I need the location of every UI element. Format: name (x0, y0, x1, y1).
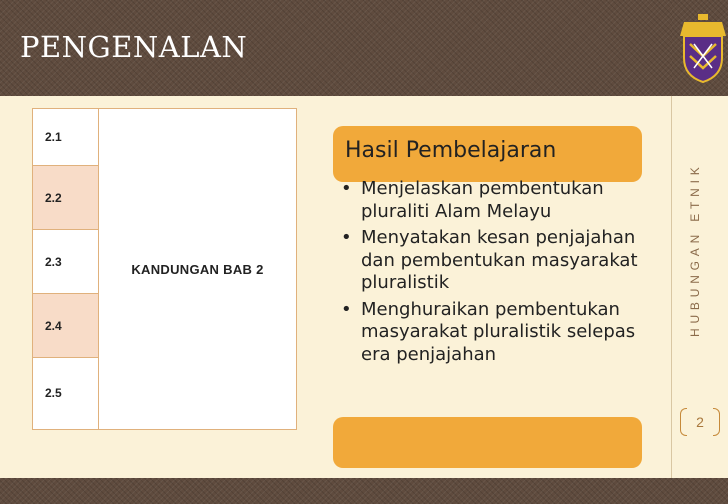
contents-table (32, 108, 297, 430)
learning-outcomes-title: Hasil Pembelajaran (345, 138, 557, 163)
list-item: • Menghuraikan pembentukan masyarakat pluralistik selepas era penjajahan (340, 299, 640, 367)
university-crest-icon (680, 14, 726, 84)
table-row: 2.4 (33, 294, 99, 358)
table-row: 2.5 (33, 358, 99, 429)
table-row: 2.1 (33, 109, 99, 166)
panel-divider (671, 96, 672, 478)
page-number: 2 (680, 406, 720, 438)
learning-outcomes-header (333, 126, 642, 182)
table-row: 2.2 (33, 166, 99, 230)
learning-outcomes-list (340, 178, 640, 370)
table-row: 2.3 (33, 230, 99, 294)
chapter-contents-label: KANDUNGAN BAB 2 (131, 261, 264, 277)
list-item: • Menyatakan kesan penjajahan dan pembentukan masyarakat pluralistik (340, 227, 640, 295)
vertical-subject-label: HUBUNGAN ETNIK (688, 162, 702, 338)
section-number-column (33, 109, 99, 429)
footer-bar (0, 478, 728, 504)
learning-outcomes-footer (333, 417, 642, 468)
list-item: • Menjelaskan pembentukan pluraliti Alam Melayu (340, 178, 640, 223)
slide-title: PENGENALAN (20, 30, 248, 64)
